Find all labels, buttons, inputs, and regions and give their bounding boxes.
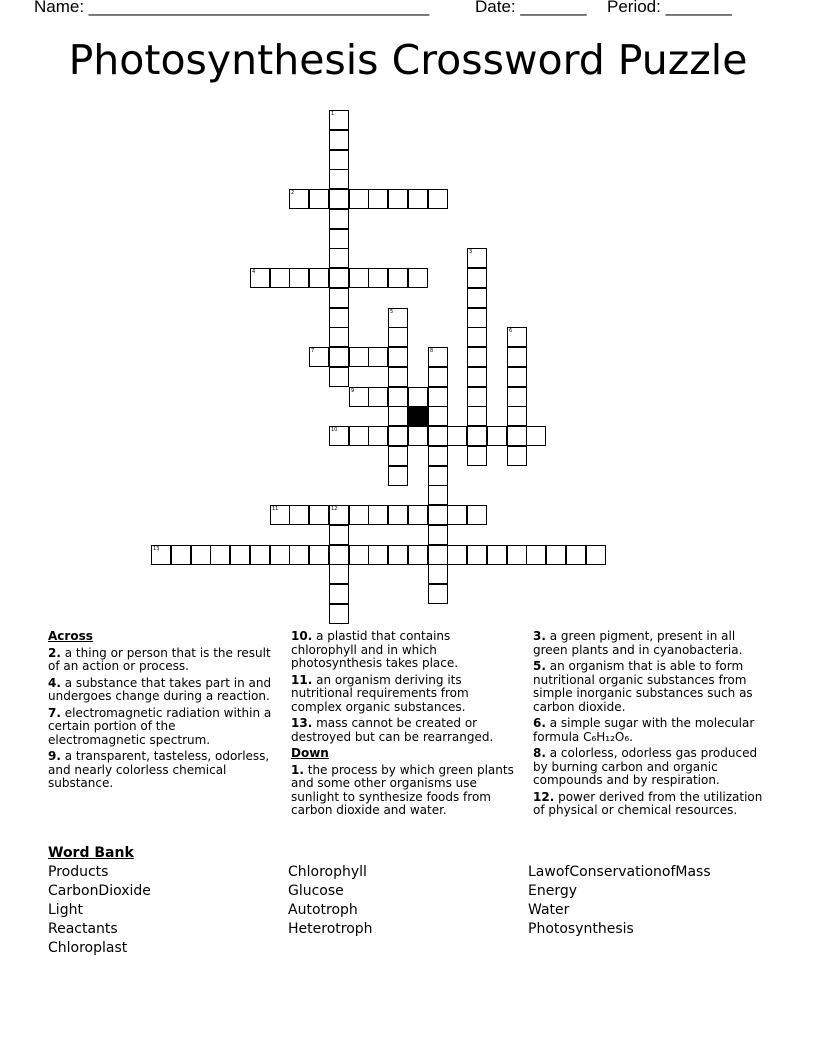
crossword-cell[interactable] (428, 387, 448, 407)
crossword-cell[interactable] (388, 189, 408, 209)
crossword-cell[interactable] (408, 268, 428, 288)
clue-number: 8 (430, 348, 434, 354)
crossword-cell[interactable] (467, 545, 487, 565)
crossword-cell[interactable] (368, 545, 388, 565)
crossword-cell[interactable] (230, 545, 250, 565)
crossword-cell[interactable] (329, 189, 349, 209)
clues-column-2 (291, 630, 519, 821)
crossword-cell[interactable] (467, 446, 487, 466)
clue-down-12: 12. power derived from the utilization of physical or chemical resources. (533, 789, 763, 817)
crossword-cell[interactable] (507, 426, 527, 446)
clue-across-10: 10. a plastid that contains chlorophyll and in which photosynthesis takes place. (291, 629, 459, 670)
crossword-cell[interactable] (388, 426, 408, 446)
crossword-cell[interactable] (289, 268, 309, 288)
crossword-cell[interactable] (349, 545, 369, 565)
crossword-cell[interactable] (329, 209, 349, 229)
crossword-cell[interactable] (467, 367, 487, 387)
clue-number: 12 (331, 506, 338, 512)
crossword-cell[interactable] (329, 130, 349, 150)
crossword-cell[interactable] (388, 406, 408, 426)
crossword-cell[interactable] (428, 584, 448, 604)
crossword-cell[interactable] (467, 268, 487, 288)
crossword-cell[interactable] (507, 387, 527, 407)
crossword-cell[interactable] (329, 604, 349, 624)
crossword-cell[interactable] (329, 248, 349, 268)
clue-number: 6 (509, 328, 513, 334)
crossword-cell[interactable] (428, 545, 448, 565)
clue-number: 4 (252, 269, 256, 275)
crossword-cell[interactable] (467, 248, 487, 268)
crossword-cell[interactable] (447, 545, 467, 565)
crossword-cell[interactable] (250, 268, 270, 288)
word-bank-item: LawofConservationofMass (528, 864, 711, 880)
clue-across-11: 11. an organism deriving its nutritional requirements from complex organic substances. (291, 672, 469, 714)
word-bank-item: Photosynthesis (528, 921, 634, 937)
crossword-grid (151, 110, 611, 630)
word-bank-item: Reactants (48, 921, 118, 937)
crossword-cell[interactable] (151, 545, 171, 565)
clue-number: 11 (272, 506, 279, 512)
clue-number: 13 (153, 546, 160, 552)
date-field-label: Date: _______ (475, 0, 587, 16)
crossword-cell[interactable] (408, 545, 428, 565)
clue-number: 5 (390, 309, 394, 315)
crossword-cell[interactable] (467, 406, 487, 426)
crossword-cell[interactable] (408, 387, 428, 407)
clues-column-1 (48, 630, 273, 794)
crossword-cell[interactable] (388, 505, 408, 525)
crossword-cell[interactable] (329, 564, 349, 584)
word-bank-column-2 (288, 863, 373, 939)
clue-number: 2 (291, 190, 295, 196)
crossword-cell[interactable] (507, 545, 527, 565)
clue-number: 1 (331, 111, 335, 117)
crossword-cell[interactable] (289, 545, 309, 565)
word-bank-item: Water (528, 902, 570, 918)
word-bank-column-1 (48, 863, 151, 958)
crossword-cell[interactable] (171, 545, 191, 565)
crossword-cell[interactable] (329, 308, 349, 328)
down-heading: Down (291, 746, 329, 760)
crossword-cell[interactable] (329, 367, 349, 387)
crossword-cell[interactable] (329, 110, 349, 130)
crossword-cell[interactable] (289, 189, 309, 209)
crossword-cell[interactable] (329, 229, 349, 249)
crossword-cell[interactable] (388, 466, 408, 486)
crossword-cell[interactable] (447, 505, 467, 525)
crossword-cell[interactable] (309, 347, 329, 367)
crossword-cell[interactable] (507, 327, 527, 347)
crossword-cell[interactable] (349, 387, 369, 407)
crossword-cell[interactable] (428, 347, 448, 367)
crossword-cell[interactable] (487, 545, 507, 565)
crossword-cell[interactable] (388, 268, 408, 288)
crossword-cell[interactable] (408, 505, 428, 525)
crossword-cell[interactable] (428, 466, 448, 486)
crossword-cell[interactable] (329, 169, 349, 189)
crossword-cell[interactable] (270, 505, 290, 525)
crossword-cell[interactable] (408, 189, 428, 209)
period-field-label: Period: _______ (607, 0, 732, 16)
crossword-cell[interactable] (329, 288, 349, 308)
clue-across-13: 13. mass cannot be created or destroyed but can be rearranged. (291, 716, 494, 744)
clue-down-5: 5. an organism that is able to form nutritional organic substances from simple inorganic substances such as carbon dioxide. (533, 659, 753, 714)
crossword-cell[interactable] (546, 545, 566, 565)
crossword-cell[interactable] (566, 545, 586, 565)
crossword-cell[interactable] (428, 406, 448, 426)
crossword-cell[interactable] (467, 308, 487, 328)
crossword-cell[interactable] (329, 150, 349, 170)
crossword-cell[interactable] (309, 505, 329, 525)
crossword-cell[interactable] (467, 347, 487, 367)
crossword-cell[interactable] (289, 505, 309, 525)
crossword-cell[interactable] (428, 505, 448, 525)
crossword-cell[interactable] (329, 525, 349, 545)
crossword-cell[interactable] (250, 545, 270, 565)
crossword-cell[interactable] (329, 268, 349, 288)
crossword-cell[interactable] (329, 545, 349, 565)
header (0, 0, 816, 21)
crossword-cell[interactable] (447, 426, 467, 446)
crossword-cell[interactable] (270, 545, 290, 565)
crossword-cell[interactable] (388, 367, 408, 387)
crossword-cell[interactable] (270, 268, 290, 288)
crossword-cell[interactable] (368, 426, 388, 446)
crossword-cell[interactable] (526, 545, 546, 565)
word-bank-item: CarbonDioxide (48, 883, 151, 899)
crossword-cell[interactable] (586, 545, 606, 565)
crossword-cell[interactable] (428, 189, 448, 209)
crossword-cell[interactable] (388, 327, 408, 347)
word-bank-title: Word Bank (48, 845, 134, 861)
crossword-cell[interactable] (329, 327, 349, 347)
crossword-cell[interactable] (428, 525, 448, 545)
crossword-cell[interactable] (368, 189, 388, 209)
crossword-cell[interactable] (388, 545, 408, 565)
crossword-cell[interactable] (467, 387, 487, 407)
across-heading: Across (48, 629, 93, 643)
crossword-cell[interactable] (428, 426, 448, 446)
crossword-cell[interactable] (467, 327, 487, 347)
crossword-cell[interactable] (388, 387, 408, 407)
clue-number: 7 (311, 348, 315, 354)
clue-down-6: 6. a simple sugar with the molecular formula C₆H₁₂O₆. (533, 716, 755, 744)
crossword-cell[interactable] (349, 426, 369, 446)
clue-across-4: 4. a substance that takes part in and undergoes change during a reaction. (48, 675, 272, 703)
crossword-cell[interactable] (349, 505, 369, 525)
crossword-cell[interactable] (329, 584, 349, 604)
crossword-cell[interactable] (309, 545, 329, 565)
word-bank-column-3 (528, 863, 711, 939)
crossword-cell[interactable] (428, 367, 448, 387)
crossword-cell[interactable] (388, 347, 408, 367)
crossword-cell[interactable] (388, 446, 408, 466)
crossword-cell[interactable] (309, 189, 329, 209)
crossword-cell[interactable] (507, 347, 527, 367)
crossword-cell[interactable] (388, 308, 408, 328)
clue-down-3: 3. a green pigment, present in all green plants and in cyanobacteria. (533, 629, 743, 657)
crossword-cell[interactable] (408, 426, 428, 446)
crossword-cell[interactable] (368, 268, 388, 288)
clue-across-7: 7. electromagnetic radiation within a certain portion of the electromagnetic spectrum. (48, 705, 272, 747)
crossword-cell[interactable] (428, 446, 448, 466)
crossword-cell[interactable] (349, 268, 369, 288)
clue-down-8: 8. a colorless, odorless gas produced by burning carbon and organic compounds and by respiration. (533, 746, 758, 787)
crossword-cell[interactable] (467, 426, 487, 446)
page-title: Photosynthesis Crossword Puzzle (68, 36, 748, 84)
word-bank-item: Heterotroph (288, 921, 373, 937)
clue-number: 9 (351, 388, 355, 394)
crossword-cell[interactable] (368, 505, 388, 525)
crossword-cell[interactable] (191, 545, 211, 565)
word-bank-item: Chlorophyll (288, 864, 367, 880)
crossword-cell[interactable] (210, 545, 230, 565)
name-field-label: Name: ____________________________________ (34, 0, 430, 16)
clue-down-1: 1. the process by which green plants and some other organisms use sunlight to synthesize foods from carbon dioxide and water. (291, 762, 514, 817)
crossword-cell[interactable] (467, 288, 487, 308)
crossword-cell[interactable] (507, 367, 527, 387)
crossword-cell[interactable] (526, 426, 546, 446)
crossword-cell[interactable] (349, 189, 369, 209)
crossword-cell[interactable] (349, 347, 369, 367)
crossword-cell[interactable] (329, 426, 349, 446)
crossword-cell[interactable] (368, 347, 388, 367)
crossword-cell[interactable] (309, 268, 329, 288)
clue-number: 10 (331, 427, 338, 433)
clues-column-3 (533, 630, 773, 821)
clue-across-2: 2. a thing or person that is the result of an action or process. (48, 645, 271, 673)
word-bank-item: Energy (528, 883, 578, 899)
word-bank-item: Chloroplast (48, 940, 128, 956)
crossword-cell[interactable] (507, 406, 527, 426)
crossword-cell[interactable] (329, 505, 349, 525)
word-bank-item: Light (48, 902, 83, 918)
word-bank-item: Autotroph (288, 902, 358, 918)
crossword-cell[interactable] (487, 426, 507, 446)
crossword-cell[interactable] (507, 446, 527, 466)
word-bank-item: Products (48, 864, 109, 880)
crossword-cell[interactable] (329, 347, 349, 367)
crossword-black-cell (408, 406, 428, 426)
clue-number: 3 (469, 249, 473, 255)
crossword-cell[interactable] (428, 564, 448, 584)
crossword-cell[interactable] (428, 485, 448, 505)
crossword-cell[interactable] (467, 505, 487, 525)
word-bank-item: Glucose (288, 883, 344, 899)
clue-across-9: 9. a transparent, tasteless, odorless, and nearly colorless chemical substance. (48, 749, 270, 790)
crossword-cell[interactable] (368, 387, 388, 407)
